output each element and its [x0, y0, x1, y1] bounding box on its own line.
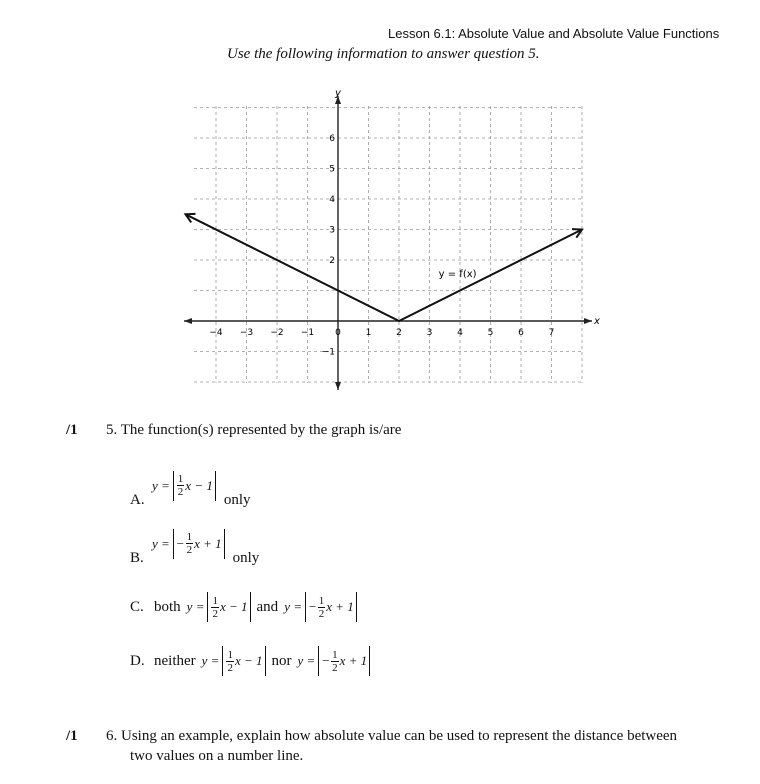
eq-lhs: y =	[152, 477, 170, 493]
fraction	[226, 649, 234, 674]
option-c[interactable]	[130, 592, 357, 622]
function-graph	[180, 88, 600, 398]
y-axis-label: y	[335, 88, 341, 99]
intro-instruction: Use the following information to answer question 5.	[227, 46, 540, 62]
x-axis-arrow-left	[184, 318, 192, 324]
eq-lhs: y =	[186, 599, 205, 614]
x-tick-label: 1	[365, 328, 372, 338]
x-tick-label: −2	[270, 328, 284, 338]
option-b-letter: B.	[130, 550, 144, 566]
x-tick-label: 0	[335, 328, 341, 338]
option-d-joiner: nor	[271, 652, 292, 669]
fraction	[177, 473, 185, 498]
abs-bars	[173, 471, 216, 501]
fraction-denominator: 2	[212, 607, 218, 620]
option-a[interactable]	[130, 470, 251, 509]
x-tick-label: 5	[487, 328, 494, 338]
eq-rest: x − 1	[219, 599, 248, 614]
q5-question: 5. The function(s) represented by the graph is/are	[106, 422, 402, 438]
option-d-prefix: neither	[154, 652, 196, 669]
eq-sign: −	[307, 599, 317, 614]
eq-lhs: y =	[152, 535, 170, 551]
q5-mark: /1	[66, 422, 78, 438]
option-c-letter: C.	[130, 598, 144, 615]
option-b[interactable]	[130, 528, 259, 567]
abs-bars	[207, 592, 250, 622]
x-tick-label: 2	[396, 328, 402, 338]
option-c-equation-2	[284, 592, 357, 622]
fraction-denominator: 2	[332, 661, 338, 674]
function-label: y = f(x)	[438, 268, 477, 280]
eq-lhs: y =	[297, 653, 316, 668]
fraction	[211, 595, 219, 620]
lesson-header: Lesson 6.1: Absolute Value and Absolute Value Functions	[388, 26, 720, 41]
eq-rest: x + 1	[326, 599, 354, 614]
x-axis-label: x	[594, 316, 600, 327]
eq-rest: x + 1	[339, 653, 368, 668]
y-tick-label: 6	[329, 134, 335, 144]
function-line	[186, 214, 583, 321]
option-d-equation-2	[298, 646, 371, 676]
option-d-letter: D.	[130, 652, 145, 669]
fraction-numerator: 1	[212, 594, 218, 607]
fraction-numerator: 1	[186, 531, 193, 543]
x-tick-label: −3	[239, 328, 254, 338]
q6-question-line2: two values on a number line.	[130, 748, 304, 764]
eq-lhs: y =	[284, 599, 302, 614]
x-tick-label: 7	[548, 328, 555, 338]
y-tick-label: −1	[321, 347, 335, 358]
x-tick-label: 4	[457, 328, 463, 338]
abs-bars	[222, 646, 265, 676]
abs-bars	[305, 592, 357, 622]
x-tick-label: 3	[426, 328, 433, 338]
fraction	[331, 649, 339, 674]
eq-lhs: y =	[201, 653, 220, 668]
fraction-numerator: 1	[227, 648, 233, 661]
fraction-numerator: 1	[332, 648, 338, 661]
option-b-tail: only	[232, 550, 260, 566]
y-tick-label: 4	[329, 195, 335, 205]
abs-bars	[318, 646, 370, 676]
fraction-numerator: 1	[318, 594, 325, 607]
fraction	[186, 531, 194, 556]
eq-rest: x + 1	[194, 535, 222, 551]
eq-rest: x − 1	[185, 477, 213, 493]
option-a-tail: only	[223, 492, 251, 508]
option-d[interactable]	[130, 646, 370, 676]
eq-sign: −	[175, 535, 185, 551]
fraction-denominator: 2	[177, 486, 184, 498]
eq-sign: −	[321, 653, 331, 668]
fraction-numerator: 1	[177, 473, 184, 485]
option-c-prefix: both	[154, 598, 181, 615]
x-axis-arrow-right	[584, 318, 592, 324]
option-a-equation	[152, 471, 216, 501]
y-tick-label: 2	[329, 256, 335, 266]
x-tick-label: −4	[209, 328, 223, 338]
y-tick-label: 3	[329, 225, 335, 236]
fraction-denominator: 2	[318, 607, 325, 620]
fraction	[318, 595, 326, 620]
option-b-equation	[152, 529, 225, 559]
option-d-equation-1	[202, 646, 266, 676]
y-axis-arrow-down	[335, 382, 341, 390]
fraction-denominator: 2	[186, 544, 193, 556]
abs-bars	[173, 529, 225, 559]
option-a-letter: A.	[130, 492, 145, 508]
q6-question-line1: 6. Using an example, explain how absolute value can be used to represent the distance between	[106, 728, 678, 744]
x-tick-label: 6	[518, 328, 524, 338]
eq-rest: x − 1	[234, 653, 263, 668]
x-tick-label: −1	[300, 328, 315, 338]
q6-mark: /1	[66, 728, 78, 744]
option-c-joiner: and	[256, 598, 279, 615]
fraction-denominator: 2	[227, 661, 233, 674]
y-tick-label: 5	[329, 164, 335, 175]
option-c-equation-1	[187, 592, 251, 622]
